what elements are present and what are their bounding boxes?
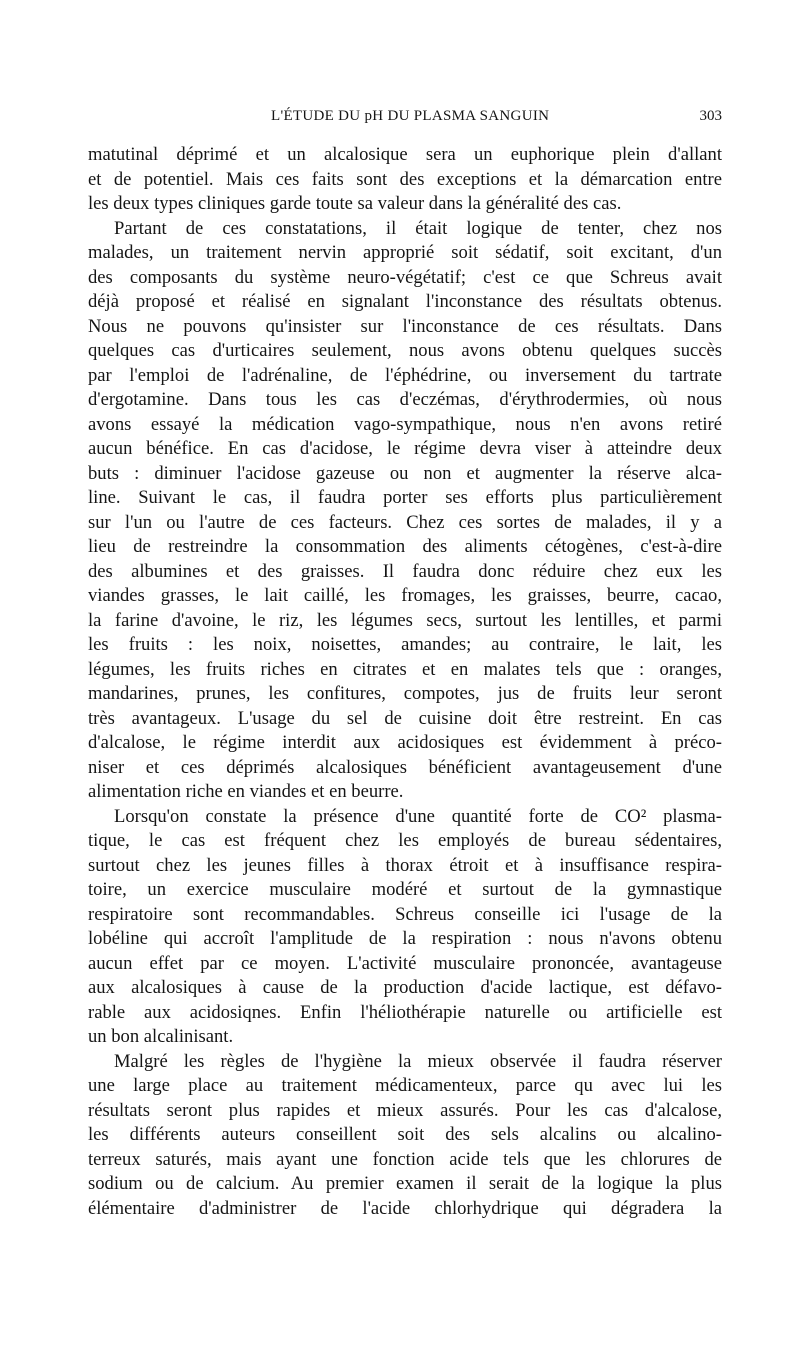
text-line: Lorsqu'on constate la présence d'une quantité forte de CO² plasma- xyxy=(114,805,722,827)
text-line: des composants du système neuro-végétatif; c'est ce que Schreus avait xyxy=(88,266,722,288)
text-line: mandarines, prunes, les confitures, compotes, jus de fruits leur seront xyxy=(88,683,722,704)
text-line: quelques cas d'urticaires seulement, nous avons obtenu quelques succès xyxy=(88,340,722,361)
text-line: lieu de restreindre la consommation des aliments cétogènes, c'est-à-dire xyxy=(88,536,722,557)
page-number: 303 xyxy=(699,108,722,124)
text-line: lobéline qui accroît l'amplitude de la respiration : nous n'avons obtenu xyxy=(88,928,722,949)
text-line: élémentaire d'administrer de l'acide chlorhydrique qui dégradera la xyxy=(88,1197,722,1219)
body-text xyxy=(88,143,722,1221)
page-header xyxy=(88,108,722,130)
text-line: et de potentiel. Mais ces faits sont des exceptions et la démarcation entre xyxy=(88,168,722,190)
text-line: Malgré les règles de l'hygiène la mieux observée il faudra réserver xyxy=(114,1050,722,1072)
text-line: les fruits : les noix, noisettes, amandes; au contraire, le lait, les xyxy=(88,634,722,655)
text-line: niser et ces déprimés alcalosiques bénéficient avantageusement d'une xyxy=(88,756,722,778)
paragraph-2 xyxy=(88,217,722,805)
text-line: un bon alcalinisant. xyxy=(88,1026,234,1047)
text-line: sur l'un ou l'autre de ces facteurs. Chez ces sortes de malades, il y a xyxy=(88,511,722,533)
text-line: line. Suivant le cas, il faudra porter ses efforts plus particulièrement xyxy=(88,487,722,508)
text-line: sodium ou de calcium. Au premier examen il serait de la logique la plus xyxy=(88,1173,722,1194)
text-line: surtout chez les jeunes filles à thorax étroit et à insuffisance respira- xyxy=(88,854,722,876)
text-line: alimentation riche en viandes et en beurre. xyxy=(88,781,404,802)
text-line: viandes grasses, le lait caillé, les fromages, les graisses, beurre, cacao, xyxy=(88,585,722,606)
text-line: rable aux acidosiqnes. Enfin l'héliothérapie naturelle ou artificielle est xyxy=(88,1001,722,1023)
text-line: aucun effet par ce moyen. L'activité musculaire prononcée, avantageuse xyxy=(88,952,722,974)
text-line: buts : diminuer l'acidose gazeuse ou non et augmenter la réserve alca- xyxy=(88,462,722,484)
text-line: d'ergotamine. Dans tous les cas d'eczémas, d'érythrodermies, où nous xyxy=(88,389,722,410)
text-line: malades, un traitement nervin approprié soit sédatif, soit excitant, d'un xyxy=(88,242,722,263)
text-line: toire, un exercice musculaire modéré et surtout de la gymnastique xyxy=(88,879,722,900)
text-line: d'alcalose, le régime interdit aux acidosiques est évidemment à préco- xyxy=(88,732,722,753)
paragraph-1 xyxy=(88,143,722,217)
text-line: les deux types cliniques garde toute sa valeur dans la généralité des cas. xyxy=(88,193,622,214)
text-line: Partant de ces constatations, il était logique de tenter, chez nos xyxy=(114,217,722,239)
text-line: par l'emploi de l'adrénaline, de l'éphédrine, ou inversement du tartrate xyxy=(88,364,722,386)
text-line: aux alcalosiques à cause de la production d'acide lactique, est défavo- xyxy=(88,977,722,998)
text-line: terreux saturés, mais ayant une fonction acide tels que les chlorures de xyxy=(88,1148,722,1170)
text-line: avons essayé la médication vago-sympathique, nous n'en avons retiré xyxy=(88,413,722,435)
text-line: une large place au traitement médicamenteux, parce qu avec lui les xyxy=(88,1075,722,1096)
text-line: Nous ne pouvons qu'insister sur l'inconstance de ces résultats. Dans xyxy=(88,315,722,337)
text-line: déjà proposé et réalisé en signalant l'inconstance des résultats obtenus. xyxy=(88,291,722,312)
paragraph-4 xyxy=(88,1050,722,1222)
text-line: légumes, les fruits riches en citrates et en malates tels que : oranges, xyxy=(88,658,722,680)
text-line: des albumines et des graisses. Il faudra donc réduire chez eux les xyxy=(88,560,722,582)
text-line: très avantageux. L'usage du sel de cuisine doit être restreint. En cas xyxy=(88,707,722,729)
text-line: matutinal déprimé et un alcalosique sera un euphorique plein d'allant xyxy=(88,144,722,165)
running-title: L'ÉTUDE DU pH DU PLASMA SANGUIN xyxy=(271,108,550,124)
text-line: tique, le cas est fréquent chez les employés de bureau sédentaires, xyxy=(88,830,722,851)
paragraph-3 xyxy=(88,805,722,1050)
text-line: résultats seront plus rapides et mieux assurés. Pour les cas d'alcalose, xyxy=(88,1099,722,1121)
text-line: les différents auteurs conseillent soit des sels alcalins ou alcalino- xyxy=(88,1124,722,1145)
text-line: la farine d'avoine, le riz, les légumes secs, surtout les lentilles, et parmi xyxy=(88,609,722,631)
text-line: respiratoire sont recommandables. Schreus conseille ici l'usage de la xyxy=(88,903,722,925)
text-line: aucun bénéfice. En cas d'acidose, le régime devra viser à atteindre deux xyxy=(88,438,722,459)
